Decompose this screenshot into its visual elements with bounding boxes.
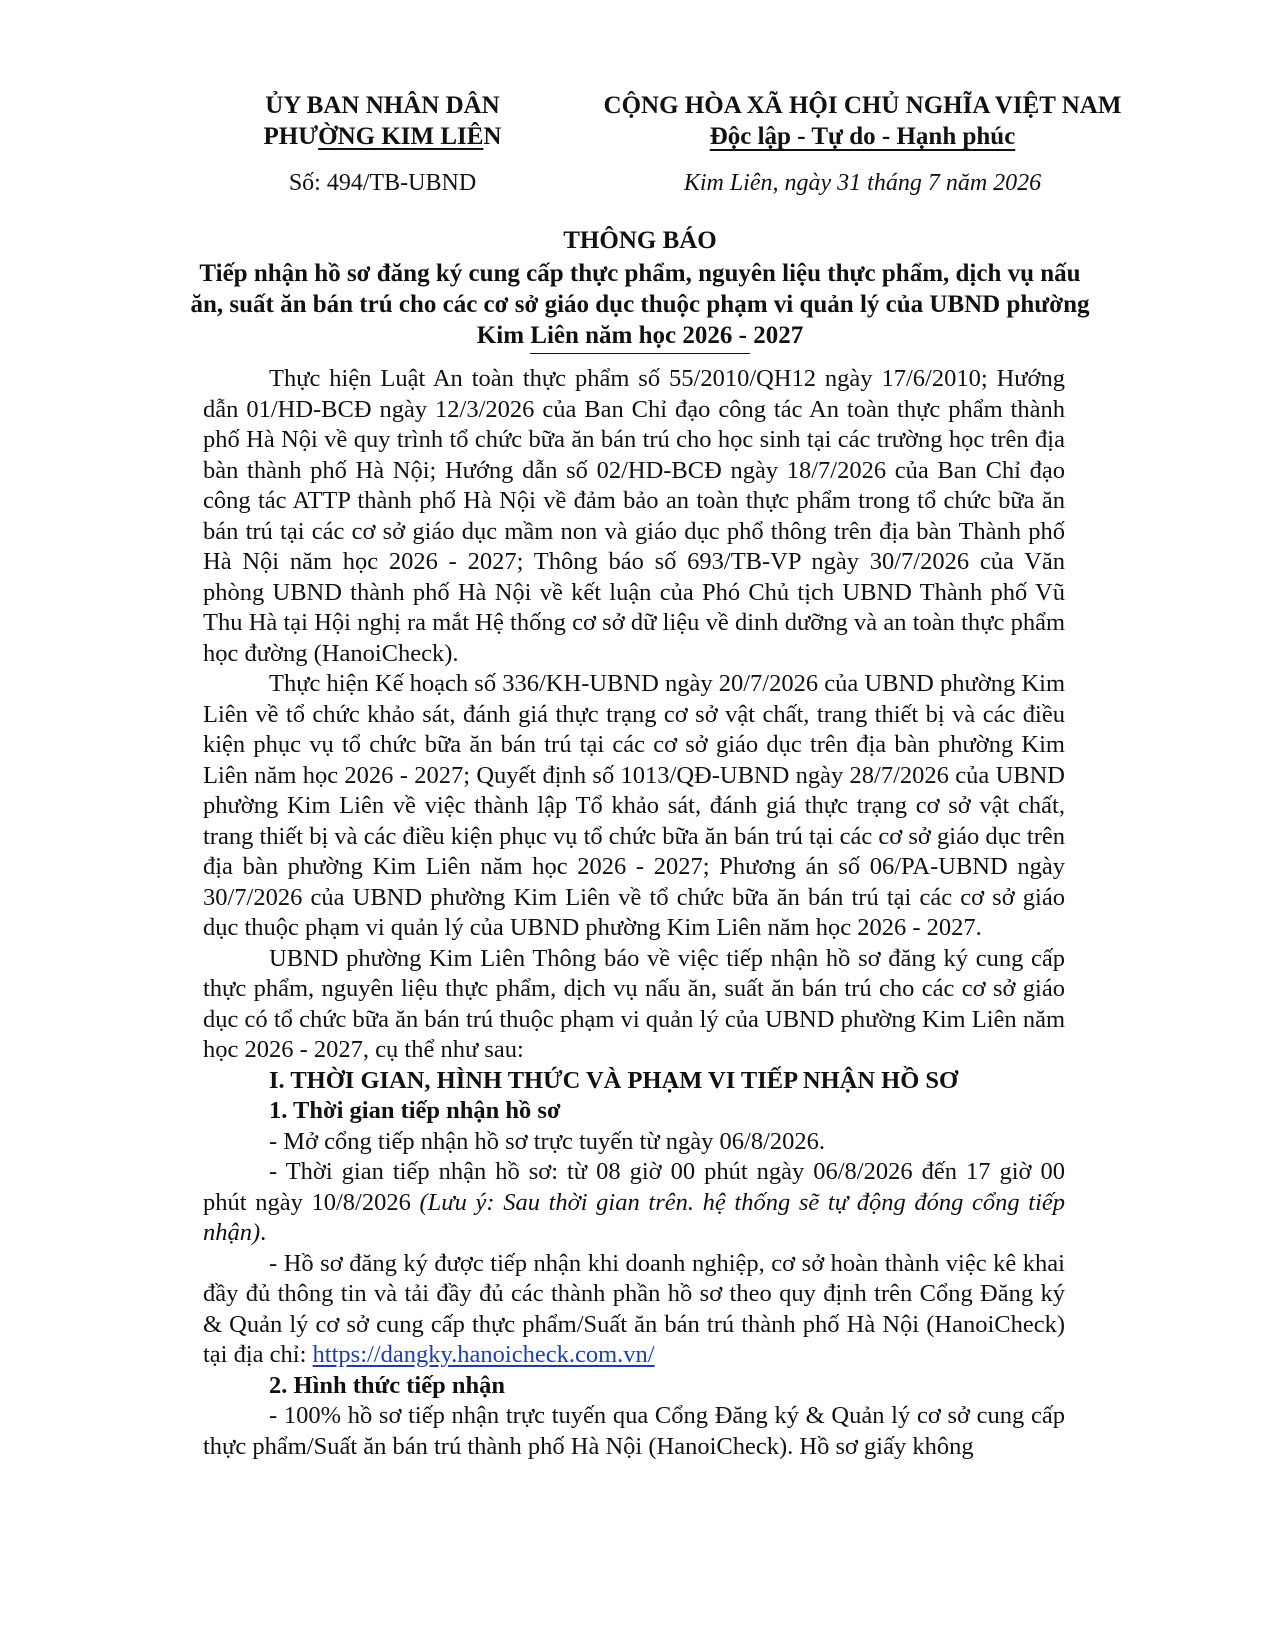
title-underline	[530, 353, 750, 354]
paragraph-legal-basis: Thực hiện Luật An toàn thực phẩm số 55/2010/QH12 ngày 17/6/2010; Hướng dẫn 01/HD-BCĐ ngày 12/3/2026 của Ban Chỉ đạo công tác An toàn thực phẩm thành phố Hà Nội về quy trình tổ chức bữa ăn bán trú cho học sinh tại các trường học trên địa bàn thành phố Hà Nội; Hướng dẫn số 02/HD-BCĐ ngày 18/7/2026 của Ban Chỉ đạo công tác ATTP thành phố Hà Nội về đảm bảo an toàn thực phẩm trong tổ chức bữa ăn bán trú tại các cơ sở giáo dục mầm non và giáo dục phổ thông trên địa bàn Thành phố Hà Nội năm học 2026 - 2027; Thông báo số 693/TB-VP ngày 30/7/2026 của Văn phòng UBND thành phố Hà Nội về kết luận của Phó Chủ tịch UBND Thành phố Vũ Thu Hà tại Hội nghị ra mắt Hệ thống cơ sở dữ liệu về dinh dưỡng và an toàn thực phẩm học đường (HanoiCheck).	[203, 365, 1065, 667]
agency-line-2-suffix: N	[483, 123, 502, 150]
section-heading-1: I. THỜI GIAN, HÌNH THỨC VÀ PHẠM VI TIẾP NHẬN HỒ SƠ	[269, 1066, 959, 1094]
list-item: - 100% hồ sơ tiếp nhận trực tuyến qua Cổng Đăng ký & Quản lý cơ sở cung cấp thực phẩm/Suất ăn bán trú thành phố Hà Nội (HanoiCheck). Hồ sơ giấy không	[203, 1402, 1065, 1460]
paragraph-announcement: UBND phường Kim Liên Thông báo về việc tiếp nhận hồ sơ đăng ký cung cấp thực phẩm, nguyên liệu thực phẩm, dịch vụ nấu ăn, suất ăn bán trú cho các cơ sở giáo dục có tổ chức bữa ăn bán trú thuộc phạm vi quản lý của UBND phường Kim Liên năm học 2026 - 2027, cụ thể như sau:	[203, 944, 1065, 1063]
nation-name: CỘNG HÒA XÃ HỘI CHỦ NGHĨA VIỆT NAM	[603, 92, 1122, 119]
item-text: - Hồ sơ đăng ký được tiếp nhận khi doanh nghiệp, cơ sở hoàn thành việc kê khai đầy đủ thông tin và tải đầy đủ các thành phần hồ sơ theo quy định trên Cổng Đăng ký & Quản lý cơ sở cung cấp thực phẩm/Suất ăn bán trú thành phố Hà Nội (HanoiCheck) tại địa chỉ:	[203, 1249, 1065, 1368]
document-body	[203, 364, 1065, 1462]
document-subject: Tiếp nhận hồ sơ đăng ký cung cấp thực phẩm, nguyên liệu thực phẩm, dịch vụ nấu ăn, suất ăn bán trú cho các cơ sở giáo dục thuộc phạm vi quản lý của UBND phường Kim Liên năm học 2026 - 2027	[190, 260, 1090, 349]
agency-line-2	[240, 121, 525, 152]
agency-line-1: ỦY BAN NHÂN DÂN	[265, 92, 500, 119]
item-note: (Lưu ý: Sau thời gian trên. hệ thống sẽ tự động đóng cổng tiếp nhận)	[203, 1188, 1066, 1246]
document-number: Số: 494/TB-UBND	[288, 170, 477, 196]
list-item: - Mở cổng tiếp nhận hồ sơ trực tuyến từ ngày 06/8/2026.	[269, 1127, 825, 1155]
paragraph-implementation: Thực hiện Kế hoạch số 336/KH-UBND ngày 20/7/2026 của UBND phường Kim Liên về tổ chức khảo sát, đánh giá thực trạng cơ sở vật chất, trang thiết bị và các điều kiện phục vụ tổ chức bữa ăn bán trú tại các cơ sở giáo dục trên địa bàn phường Kim Liên năm học 2026 - 2027; Quyết định số 1013/QĐ-UBND ngày 28/7/2026 của UBND phường Kim Liên về việc thành lập Tổ khảo sát, đánh giá thực trạng cơ sở vật chất, trang thiết bị và các điều kiện phục vụ tổ chức bữa ăn bán trú tại các cơ sở giáo dục trên địa bàn phường Kim Liên năm học 2026 - 2027; Phương án số 06/PA-UBND ngày 30/7/2026 của UBND phường Kim Liên về tổ chức bữa ăn bán trú tại các cơ sở giáo dục thuộc phạm vi quản lý của UBND phường Kim Liên năm học 2026 - 2027.	[203, 670, 1065, 941]
document-title	[180, 226, 1100, 354]
issuing-agency	[240, 90, 525, 152]
document-type: THÔNG BÁO	[563, 227, 717, 254]
item-text: - Thời gian tiếp nhận hồ sơ: từ 08 giờ 00 phút ngày 06/8/2026 đến 17 giờ 00 phút ngày 10/8/2026	[203, 1158, 1065, 1216]
place-date: Kim Liên, ngày 31 tháng 7 năm 2026	[683, 170, 1042, 196]
list-item	[203, 1157, 1065, 1249]
subsection-heading-2: 2. Hình thức tiếp nhận	[269, 1371, 505, 1399]
motto-text: Độc lập - Tự do - Hạnh phúc	[709, 123, 1016, 150]
agency-line-2-underlined: ỜNG KIM LIÊ	[318, 123, 484, 150]
list-item	[203, 1249, 1065, 1371]
hanoicheck-link[interactable]: https://dangky.hanoicheck.com.vn/	[312, 1341, 655, 1368]
subsection-heading-1: 1. Thời gian tiếp nhận hồ sơ	[269, 1097, 561, 1124]
motto-line	[580, 121, 1145, 152]
item-end: .	[260, 1219, 267, 1246]
national-motto	[580, 90, 1145, 152]
agency-line-2-prefix: PHƯ	[263, 123, 319, 150]
